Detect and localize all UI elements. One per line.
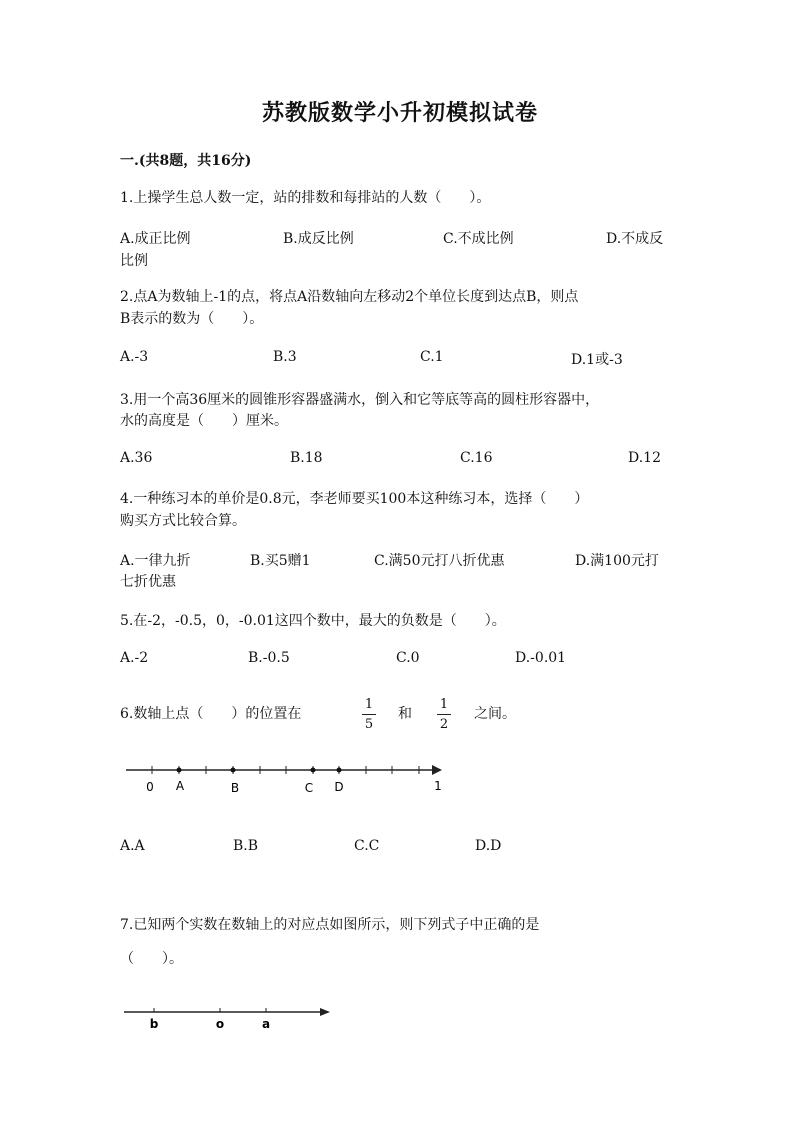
q4-option-d[interactable]: D.满100元打 xyxy=(575,553,659,569)
question-7-stem-line1: 7.已知两个实数在数轴上的对应点如图所示，则下列式子中正确的是 xyxy=(120,917,540,933)
label-0: 0 xyxy=(146,780,154,794)
label-c: C xyxy=(304,781,314,795)
question-2-stem-line2: B表示的数为（ ）。 xyxy=(120,311,264,327)
question-6-and: 和 xyxy=(398,706,412,722)
question-4-stem-line2: 购买方式比较合算。 xyxy=(120,513,246,529)
question-3-stem-line2: 水的高度是（ ）厘米。 xyxy=(120,413,288,429)
question-3-stem-line1: 3.用一个高36厘米的圆锥形容器盛满水，倒入和它等底等高的圆柱形容器中， xyxy=(120,392,600,408)
fraction-denominator: 2 xyxy=(439,717,449,732)
q6-option-d[interactable]: D.D xyxy=(475,838,502,854)
arrow-head xyxy=(432,765,442,775)
label-b: b xyxy=(149,1017,159,1031)
question-4-stem-line1: 4.一种练习本的单价是0.8元，李老师要买100本这种练习本，选择（ ） xyxy=(120,491,589,507)
point-a xyxy=(177,768,182,773)
question-2-stem-line1: 2.点A为数轴上-1的点，将点A沿数轴向左移动2个单位长度到达点B，则点 xyxy=(120,289,579,305)
question-5-stem: 5.在-2，-0.5，0，-0.01这四个数中，最大的负数是（ ）。 xyxy=(120,613,506,629)
q5-option-b[interactable]: B.-0.5 xyxy=(248,650,290,666)
question-6-stem-a: 6.数轴上点（ ）的位置在 xyxy=(120,706,302,722)
label-b: B xyxy=(230,781,240,795)
page-title: 苏教版数学小升初模拟试卷 xyxy=(261,100,538,126)
q2-option-d[interactable]: D.1或-3 xyxy=(571,352,623,368)
q6-option-c[interactable]: C.C xyxy=(354,838,380,854)
q4-option-b[interactable]: B.买5赠1 xyxy=(250,553,311,569)
fraction-one-fifth xyxy=(362,697,376,732)
q2-option-c[interactable]: C.1 xyxy=(420,349,444,365)
fraction-denominator: 5 xyxy=(364,717,374,732)
q3-option-c[interactable]: C.16 xyxy=(460,450,493,466)
q5-option-d[interactable]: D.-0.01 xyxy=(515,650,567,666)
q1-option-a[interactable]: A.成正比例 xyxy=(120,231,191,247)
q4-option-c[interactable]: C.满50元打八折优惠 xyxy=(374,553,505,569)
section-header: 一.(共8题，共16分) xyxy=(120,153,252,169)
q5-option-a[interactable]: A.-2 xyxy=(120,650,149,666)
q1-option-c[interactable]: C.不成比例 xyxy=(443,231,514,247)
point-c xyxy=(311,768,316,773)
question-6-stem-b: 之间。 xyxy=(474,706,516,722)
point-d xyxy=(337,768,342,773)
label-d: D xyxy=(334,780,344,794)
q2-option-a[interactable]: A.-3 xyxy=(120,349,149,365)
label-1: 1 xyxy=(434,779,442,793)
q1-option-b[interactable]: B.成反比例 xyxy=(283,231,354,247)
q3-option-a[interactable]: A.36 xyxy=(120,450,153,466)
arrow-head xyxy=(320,1008,330,1016)
q3-option-d[interactable]: D.12 xyxy=(628,450,661,466)
q1-option-d[interactable]: D.不成反 xyxy=(606,231,664,247)
q6-option-a[interactable]: A.A xyxy=(120,838,145,854)
label-a: a xyxy=(261,1017,271,1031)
q6-option-b[interactable]: B.B xyxy=(233,838,259,854)
label-o: o xyxy=(215,1017,225,1031)
q1-option-d-wrap: 比例 xyxy=(120,253,148,269)
fraction-numerator: 1 xyxy=(364,697,374,712)
number-line-q7 xyxy=(120,1000,340,1035)
point-b xyxy=(231,768,236,773)
fraction-one-half xyxy=(437,697,451,732)
q2-option-b[interactable]: B.3 xyxy=(273,349,297,365)
q3-option-b[interactable]: B.18 xyxy=(290,450,323,466)
q5-option-c[interactable]: C.0 xyxy=(396,650,420,666)
question-7-stem-line2: （ ）。 xyxy=(120,951,183,967)
q4-option-d-wrap: 七折优惠 xyxy=(120,574,176,590)
question-1-stem: 1.上操学生总人数一定，站的排数和每排站的人数（ ）。 xyxy=(120,190,491,206)
fraction-numerator: 1 xyxy=(439,697,449,712)
label-a: A xyxy=(175,779,185,793)
number-line-q6 xyxy=(120,755,460,800)
q4-option-a[interactable]: A.一律九折 xyxy=(120,553,191,569)
